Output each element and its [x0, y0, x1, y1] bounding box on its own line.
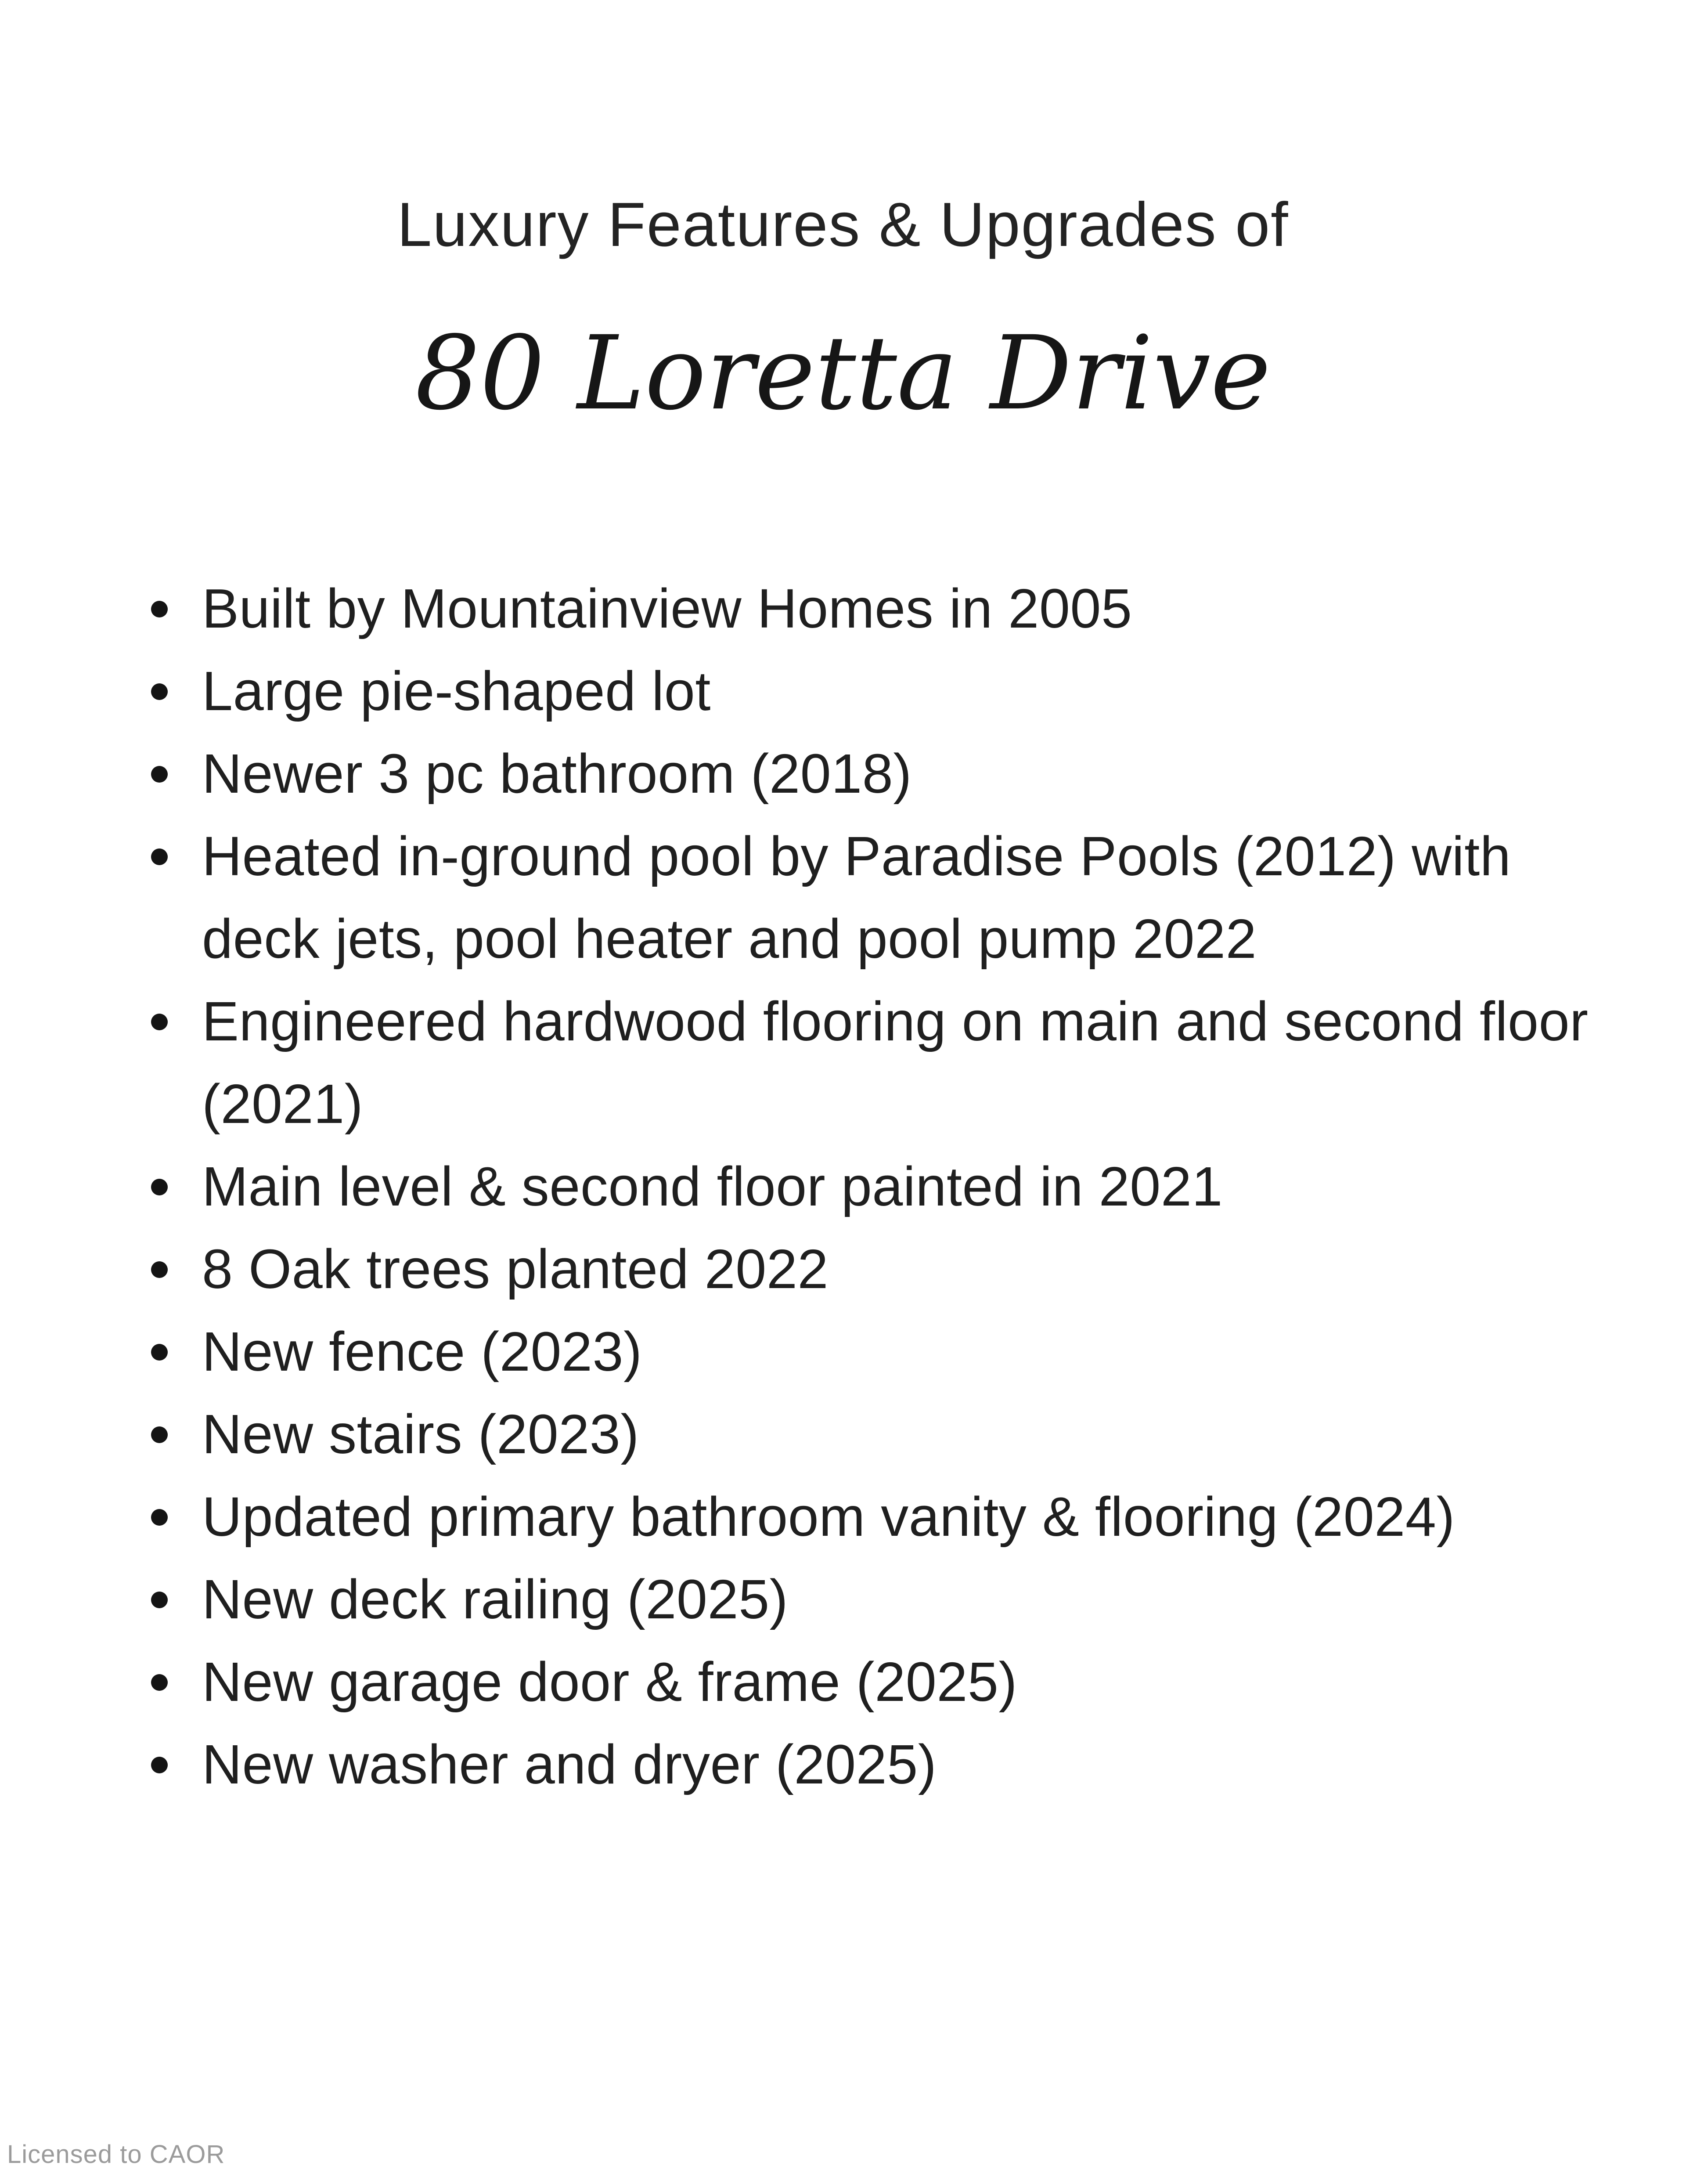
- feature-text: Heated in-ground pool by Paradise Pools (2012) with deck jets, pool heater and pool pump 2022: [202, 825, 1511, 970]
- feature-text: New washer and dryer (2025): [202, 1733, 937, 1795]
- list-item: [150, 567, 1621, 650]
- feature-text: Engineered hardwood flooring on main and second floor (2021): [202, 990, 1589, 1135]
- feature-text: New fence (2023): [202, 1321, 642, 1383]
- bullet-dot-icon: [151, 1674, 168, 1691]
- page-title: Luxury Features & Upgrades of: [397, 190, 1289, 260]
- bullet-dot-icon: [151, 1509, 168, 1526]
- feature-text: Large pie-shaped lot: [202, 660, 711, 722]
- bullet-dot-icon: [151, 1179, 168, 1195]
- feature-text: Built by Mountainview Homes in 2005: [202, 578, 1132, 639]
- bullet-dot-icon: [151, 1261, 168, 1278]
- feature-text: New deck railing (2025): [202, 1568, 789, 1630]
- list-item: [150, 733, 1621, 815]
- bullet-dot-icon: [151, 1592, 168, 1608]
- list-item: [150, 1558, 1621, 1641]
- bullet-dot-icon: [151, 1757, 168, 1773]
- feature-text: New stairs (2023): [202, 1403, 639, 1465]
- list-item: [150, 1723, 1621, 1806]
- list-item: [150, 1228, 1621, 1310]
- list-item: [150, 1310, 1621, 1393]
- feature-text: 8 Oak trees planted 2022: [202, 1238, 829, 1300]
- bullet-dot-icon: [151, 1344, 168, 1361]
- list-item: [150, 1476, 1621, 1558]
- feature-text: Updated primary bathroom vanity & flooring (2024): [202, 1486, 1455, 1548]
- license-attribution: Licensed to CAOR: [7, 2140, 225, 2169]
- bullet-dot-icon: [151, 601, 168, 617]
- list-item: [150, 1393, 1621, 1476]
- list-item: [150, 1145, 1621, 1228]
- bullet-dot-icon: [151, 766, 168, 783]
- feature-text: New garage door & frame (2025): [202, 1651, 1017, 1713]
- bullet-dot-icon: [151, 848, 168, 865]
- feature-text: Newer 3 pc bathroom (2018): [202, 743, 912, 805]
- feature-text: Main level & second floor painted in 2021: [202, 1155, 1223, 1217]
- list-item: [150, 650, 1621, 733]
- bullet-dot-icon: [151, 683, 168, 700]
- list-item: [150, 815, 1621, 980]
- bullet-dot-icon: [151, 1426, 168, 1443]
- list-item: [150, 980, 1621, 1145]
- features-list: [150, 567, 1621, 1806]
- bullet-dot-icon: [151, 1014, 168, 1030]
- property-address-heading: 80 Loretta Drive: [415, 314, 1271, 433]
- list-item: [150, 1641, 1621, 1723]
